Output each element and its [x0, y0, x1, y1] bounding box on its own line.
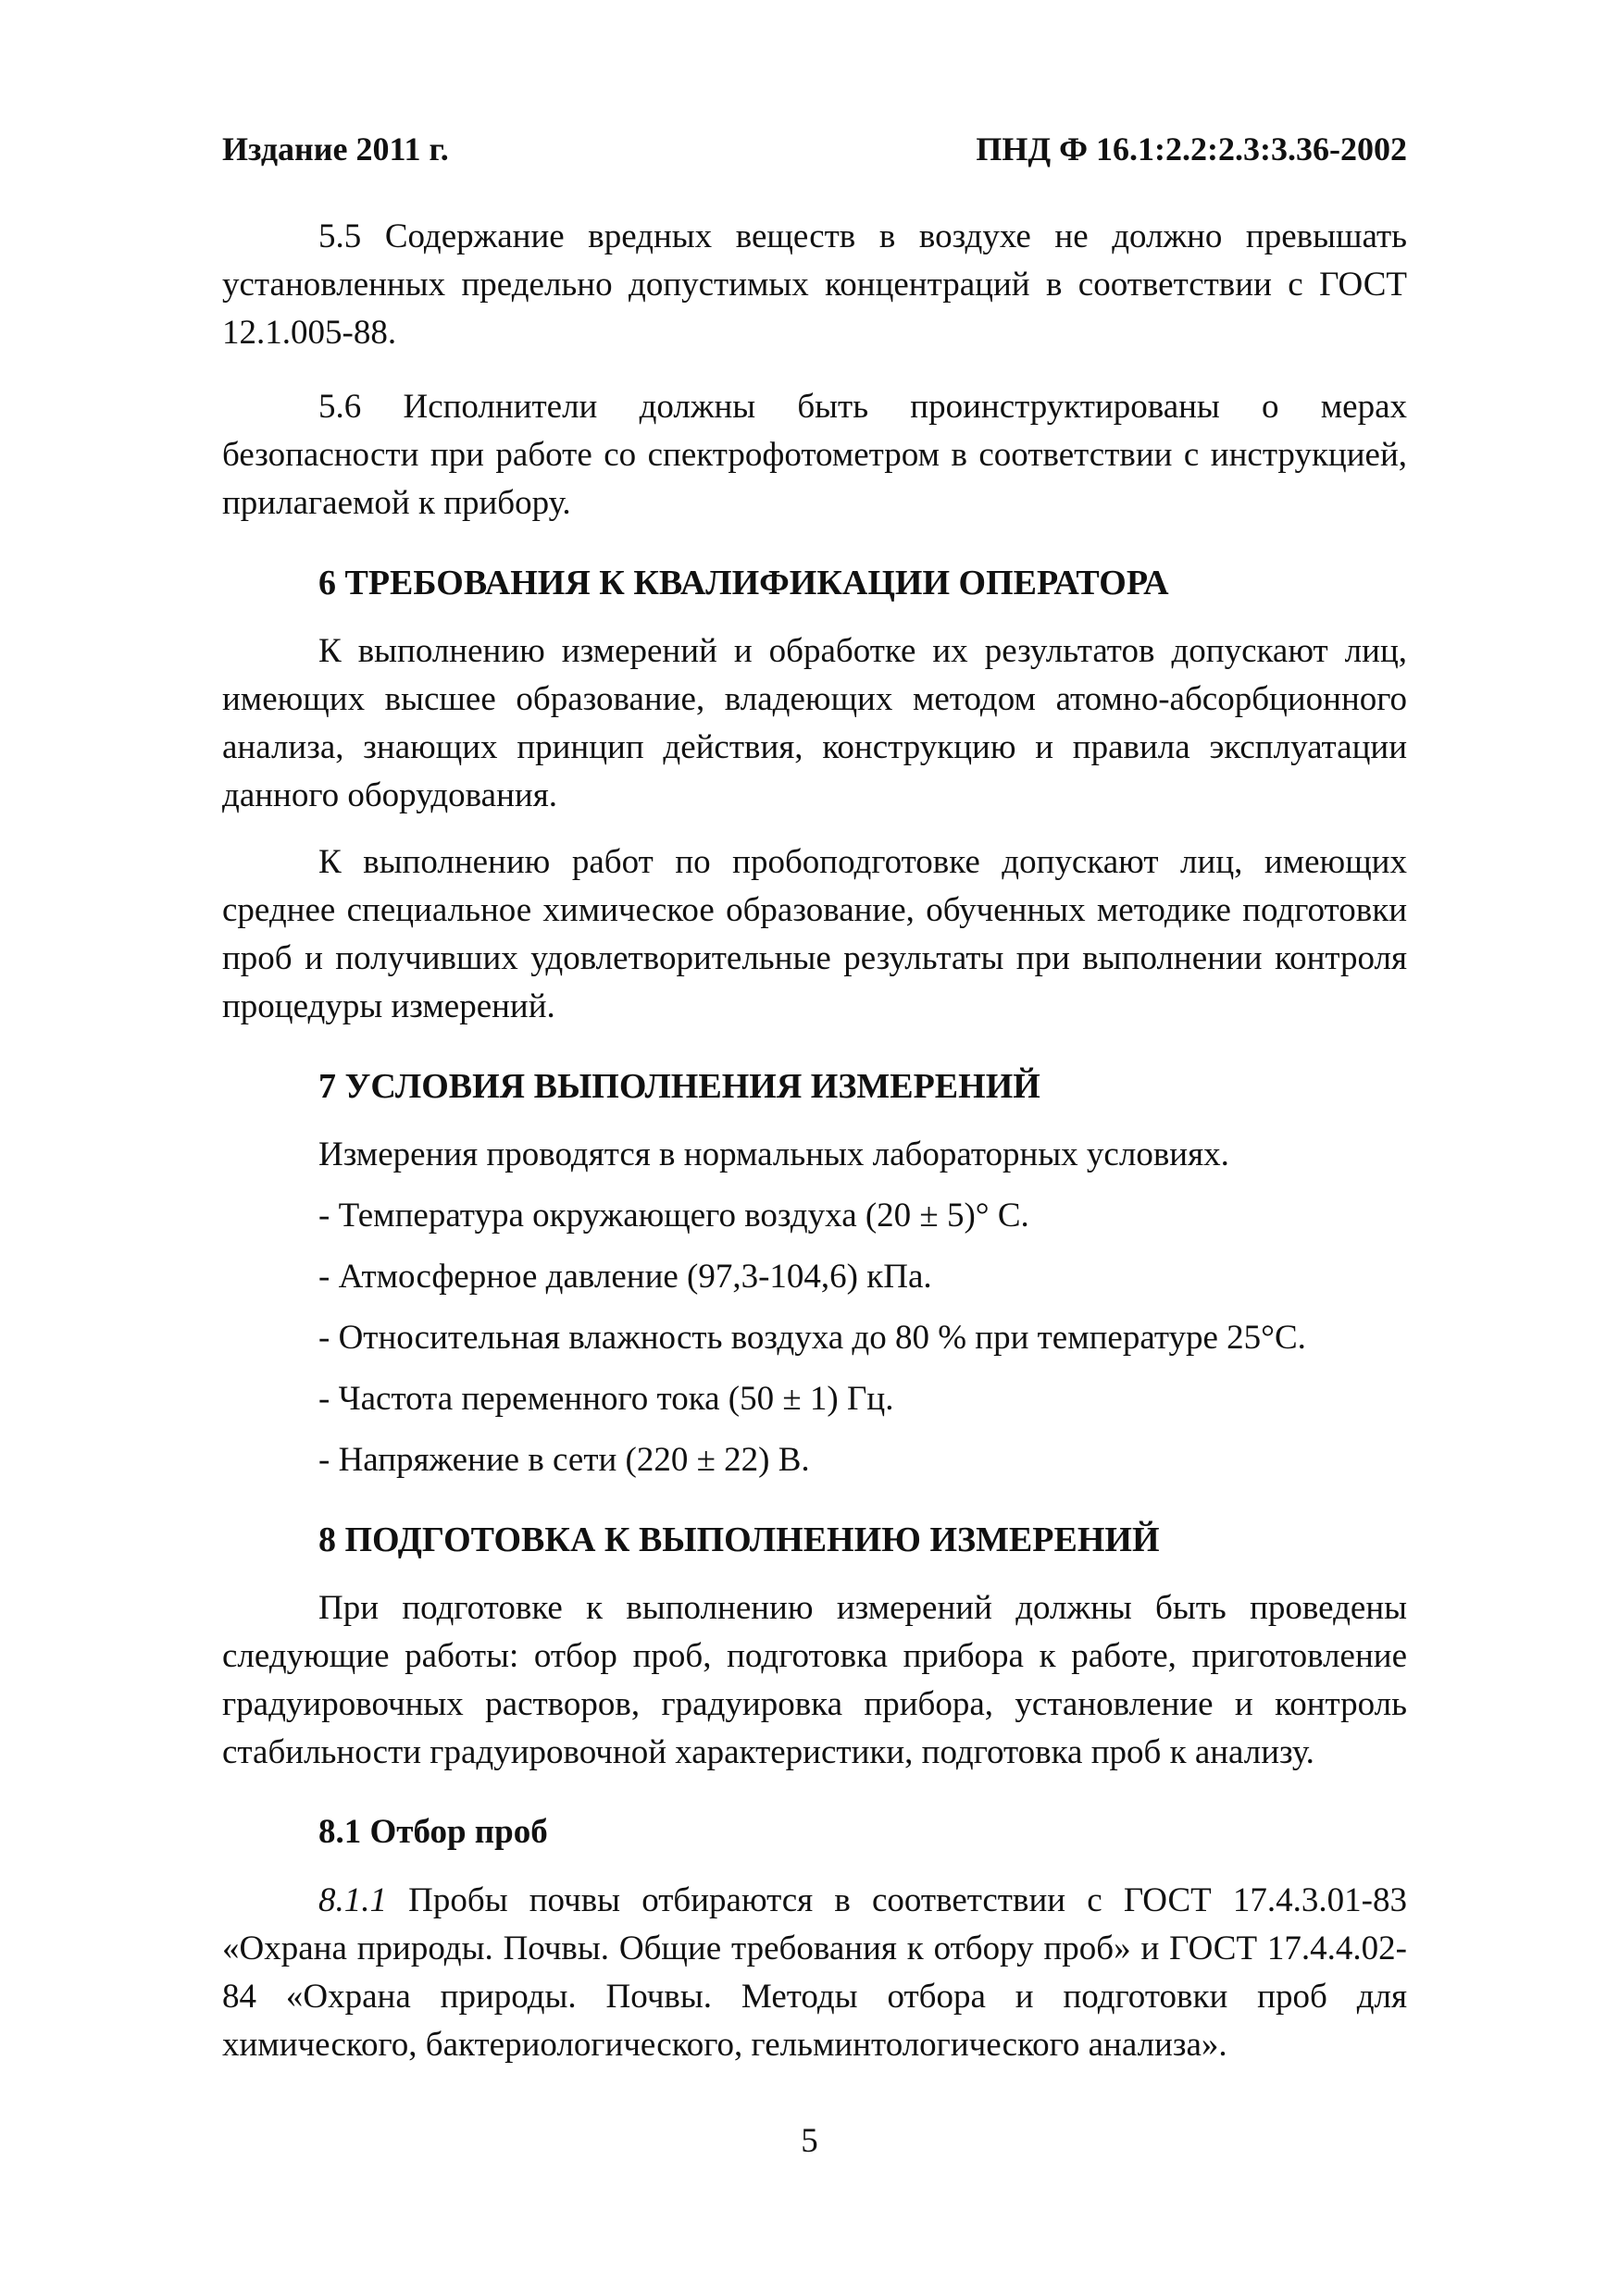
section-7-heading: 7 УСЛОВИЯ ВЫПОЛНЕНИЯ ИЗМЕРЕНИЙ — [318, 1067, 1040, 1106]
paragraph-text: Пробы почвы отбираются в соответствии с ГОСТ 17.4.3.01-83 «Охрана природы. Почвы. Общие требования к отбору проб» и ГОСТ 17.4.4.02-84 «Охрана природы. Почвы. Методы отбора и подготовки проб для химического, бактериологического, гельминтологического анализа». — [222, 1881, 1407, 2064]
section-8-heading: 8 ПОДГОТОВКА К ВЫПОЛНЕНИЮ ИЗМЕРЕНИЙ — [318, 1520, 1160, 1559]
subsection-8-1-heading: 8.1 Отбор проб — [318, 1813, 548, 1851]
section-8-paragraph-1: При подготовке к выполнению измерений должны быть проведены следующие работы: отбор проб, подготовка прибора к работе, приготовление градуировочных растворов, градуировка прибора, установление и контроль стабильности градуировочной характеристики, подготовка проб к анализу. — [222, 1589, 1407, 1771]
section-7-intro: Измерения проводятся в нормальных лабораторных условиях. — [318, 1136, 1229, 1173]
clause-number: 5.6 — [318, 388, 362, 426]
edition-label: Издание 2011 г. — [222, 130, 449, 168]
condition-item: - Относительная влажность воздуха до 80 % при температуре 25°С. — [318, 1319, 1306, 1357]
condition-item: - Напряжение в сети (220 ± 22) В. — [318, 1441, 810, 1479]
section-6-heading: 6 ТРЕБОВАНИЯ К КВАЛИФИКАЦИИ ОПЕРАТОРА — [318, 564, 1169, 602]
paragraph-text: Исполнители должны быть проинструктированы о мерах безопасности при работе со спектрофотометром в соответствии с инструкцией, прилагаемой к прибору. — [222, 388, 1407, 522]
page-number: 5 — [801, 2122, 818, 2160]
document-code: ПНД Ф 16.1:2.2:2.3:3.36-2002 — [976, 130, 1407, 168]
clause-number: 5.5 — [318, 217, 362, 255]
clause-number: 8.1.1 — [318, 1881, 387, 1919]
section-6-paragraph-1: К выполнению измерений и обработке их результатов допускают лиц, имеющих высшее образование, владеющих методом атомно-абсорбционного анализа, знающих принцип действия, конструкцию и правила эксплуатации данного оборудования. — [222, 632, 1407, 814]
paragraph-5-6 — [222, 383, 1407, 527]
condition-item: - Частота переменного тока (50 ± 1) Гц. — [318, 1380, 894, 1418]
page-body — [222, 213, 1407, 2069]
condition-item: - Атмосферное давление (97,3-104,6) кПа. — [318, 1258, 932, 1296]
section-6-paragraph-2: К выполнению работ по пробоподготовке допускают лиц, имеющих среднее специальное химическое образование, обученных методике подготовки проб и получивших удовлетворительные результаты при выполнении контроля процедуры измерений. — [222, 843, 1407, 1025]
paragraph-5-5 — [222, 213, 1407, 357]
paragraph-8-1-1 — [222, 1877, 1407, 2069]
paragraph-text: Содержание вредных веществ в воздухе не должно превышать установленных предельно допустимых концентраций в соответствии с ГОСТ 12.1.005-88. — [222, 217, 1407, 352]
condition-item: - Температура окружающего воздуха (20 ± 5)° С. — [318, 1197, 1029, 1235]
